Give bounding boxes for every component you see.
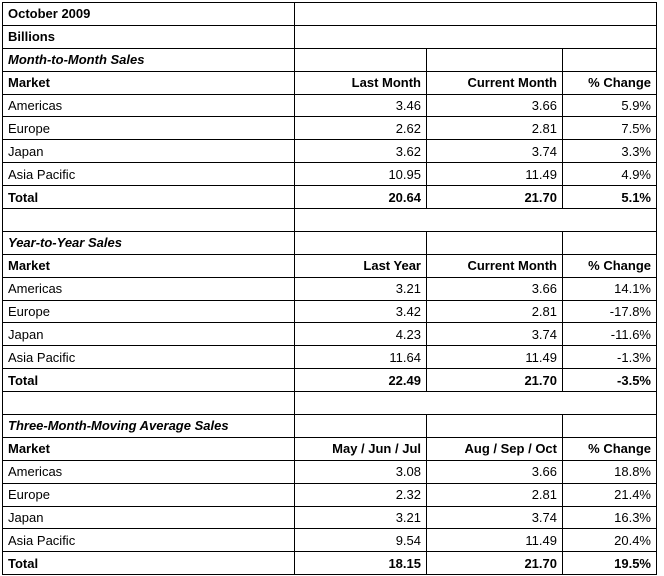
month-to-month-heading: Month-to-Month Sales xyxy=(3,48,295,71)
blank-cell xyxy=(295,231,427,254)
value-cell: 3.42 xyxy=(295,300,427,323)
value-cell: 3.74 xyxy=(427,506,563,529)
market-cell: Europe xyxy=(3,483,295,506)
value-cell: 11.49 xyxy=(427,529,563,552)
table-row xyxy=(3,460,657,483)
value-cell: 3.21 xyxy=(295,506,427,529)
year-to-year-heading: Year-to-Year Sales xyxy=(3,231,295,254)
value-cell: 5.9% xyxy=(563,94,657,117)
blank-cell xyxy=(295,25,657,48)
report-date: October 2009 xyxy=(3,3,295,26)
blank-cell xyxy=(295,3,657,26)
total-value: 21.70 xyxy=(427,369,563,392)
value-cell: -1.3% xyxy=(563,346,657,369)
table-row xyxy=(3,163,657,186)
total-label: Total xyxy=(3,186,295,209)
blank-cell xyxy=(3,392,295,415)
blank-cell xyxy=(295,48,427,71)
month-to-month-total-row xyxy=(3,186,657,209)
year-to-year-column-headers xyxy=(3,254,657,277)
value-cell: 3.74 xyxy=(427,323,563,346)
blank-cell xyxy=(295,209,657,232)
value-cell: 7.5% xyxy=(563,117,657,140)
total-value: 5.1% xyxy=(563,186,657,209)
blank-cell xyxy=(427,48,563,71)
table-row xyxy=(3,323,657,346)
blank-cell xyxy=(427,231,563,254)
table-row xyxy=(3,277,657,300)
value-cell: 3.21 xyxy=(295,277,427,300)
table-row xyxy=(3,529,657,552)
market-cell: Asia Pacific xyxy=(3,346,295,369)
value-cell: 2.81 xyxy=(427,300,563,323)
market-cell: Asia Pacific xyxy=(3,163,295,186)
sales-table xyxy=(2,2,657,575)
total-value: 19.5% xyxy=(563,552,657,575)
table-row xyxy=(3,140,657,163)
value-cell: 18.8% xyxy=(563,460,657,483)
column-header: Market xyxy=(3,437,295,460)
table-row xyxy=(3,94,657,117)
table-row xyxy=(3,506,657,529)
value-cell: 21.4% xyxy=(563,483,657,506)
table-row xyxy=(3,300,657,323)
blank-cell xyxy=(3,209,295,232)
column-header: Current Month xyxy=(427,71,563,94)
market-cell: Americas xyxy=(3,94,295,117)
value-cell: 3.62 xyxy=(295,140,427,163)
value-cell: -11.6% xyxy=(563,323,657,346)
column-header: May / Jun / Jul xyxy=(295,437,427,460)
blank-cell xyxy=(295,415,427,438)
market-cell: Americas xyxy=(3,277,295,300)
three-month-average-total-row xyxy=(3,552,657,575)
value-cell: 14.1% xyxy=(563,277,657,300)
value-cell: -17.8% xyxy=(563,300,657,323)
column-header: % Change xyxy=(563,437,657,460)
three-month-average-column-headers xyxy=(3,437,657,460)
three-month-average-heading: Three-Month-Moving Average Sales xyxy=(3,415,295,438)
column-header: % Change xyxy=(563,254,657,277)
column-header: Market xyxy=(3,254,295,277)
value-cell: 16.3% xyxy=(563,506,657,529)
table-row xyxy=(3,346,657,369)
value-cell: 4.23 xyxy=(295,323,427,346)
value-cell: 3.08 xyxy=(295,460,427,483)
value-cell: 3.74 xyxy=(427,140,563,163)
value-cell: 3.46 xyxy=(295,94,427,117)
market-cell: Japan xyxy=(3,140,295,163)
total-label: Total xyxy=(3,369,295,392)
year-to-year-heading-row xyxy=(3,231,657,254)
column-header: Last Month xyxy=(295,71,427,94)
value-cell: 10.95 xyxy=(295,163,427,186)
table-row xyxy=(3,483,657,506)
year-to-year-total-row xyxy=(3,369,657,392)
month-to-month-heading-row xyxy=(3,48,657,71)
blank-cell xyxy=(563,231,657,254)
market-cell: Americas xyxy=(3,460,295,483)
value-cell: 3.3% xyxy=(563,140,657,163)
value-cell: 3.66 xyxy=(427,460,563,483)
month-to-month-column-headers xyxy=(3,71,657,94)
value-cell: 11.49 xyxy=(427,163,563,186)
units-label: Billions xyxy=(3,25,295,48)
total-value: 20.64 xyxy=(295,186,427,209)
value-cell: 2.32 xyxy=(295,483,427,506)
value-cell: 20.4% xyxy=(563,529,657,552)
value-cell: 9.54 xyxy=(295,529,427,552)
market-cell: Europe xyxy=(3,300,295,323)
blank-cell xyxy=(295,392,657,415)
spacer-row xyxy=(3,209,657,232)
value-cell: 2.81 xyxy=(427,117,563,140)
total-value: 22.49 xyxy=(295,369,427,392)
column-header: Last Year xyxy=(295,254,427,277)
three-month-average-heading-row xyxy=(3,415,657,438)
spacer-row xyxy=(3,392,657,415)
value-cell: 2.81 xyxy=(427,483,563,506)
column-header: Current Month xyxy=(427,254,563,277)
value-cell: 11.49 xyxy=(427,346,563,369)
total-value: 18.15 xyxy=(295,552,427,575)
market-cell: Asia Pacific xyxy=(3,529,295,552)
column-header: Aug / Sep / Oct xyxy=(427,437,563,460)
market-cell: Japan xyxy=(3,506,295,529)
value-cell: 2.62 xyxy=(295,117,427,140)
market-cell: Europe xyxy=(3,117,295,140)
value-cell: 11.64 xyxy=(295,346,427,369)
table-row xyxy=(3,117,657,140)
market-cell: Japan xyxy=(3,323,295,346)
total-label: Total xyxy=(3,552,295,575)
blank-cell xyxy=(427,415,563,438)
column-header: Market xyxy=(3,71,295,94)
total-value: 21.70 xyxy=(427,186,563,209)
value-cell: 3.66 xyxy=(427,94,563,117)
value-cell: 4.9% xyxy=(563,163,657,186)
column-header: % Change xyxy=(563,71,657,94)
value-cell: 3.66 xyxy=(427,277,563,300)
total-value: -3.5% xyxy=(563,369,657,392)
blank-cell xyxy=(563,48,657,71)
blank-cell xyxy=(563,415,657,438)
total-value: 21.70 xyxy=(427,552,563,575)
